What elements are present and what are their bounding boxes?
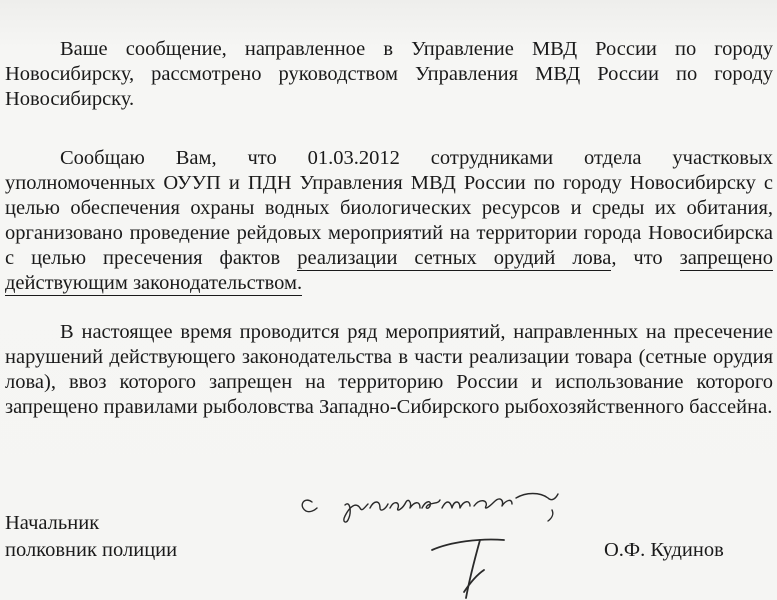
underlined-phrase-1: реализации сетных орудий лова (297, 247, 612, 269)
signer-name: О.Ф. Кудинов (604, 539, 724, 561)
paragraph-2-text: Сообщаю Вам, что 01.03.2012 сотрудниками отдела участковых уполномоченных ОУУП и ПДН Управления МВД России по городу Новосибирску с целью обеспечения охраны водных биологических ресурсов и среды их обитания, организовано проведение рейдовых мероприятий на территории города Новосибирска с целью пресечения фактов (5, 147, 773, 269)
paragraph-1-text: Ваше сообщение, направленное в Управление МВД России по городу Новосибирску, рассмотрено руководством Управления МВД России по городу Новосибирску. (5, 38, 773, 110)
signer-position: Начальник (5, 512, 100, 534)
paragraph-2-connector: , что (611, 247, 663, 269)
signer-rank: полковник полиции (5, 539, 178, 561)
letter-paragraph-3 (5, 320, 773, 420)
signature (420, 520, 540, 600)
letter-paragraph-1 (5, 37, 773, 112)
underlined-phrase-2: запрещено действующим законодательством. (5, 247, 774, 294)
paragraph-3-text: В настоящее время проводится ряд мероприятий, направленных на пресечение нарушений действующего законодательства в части реализации товара (сетные орудия лова), ввоз которого запрещен на территорию России и использование которого запрещено правилами рыболовства Западно-Сибирского рыбохозяйственного бассейна. (5, 321, 773, 418)
letter-paragraph-2 (5, 146, 773, 296)
